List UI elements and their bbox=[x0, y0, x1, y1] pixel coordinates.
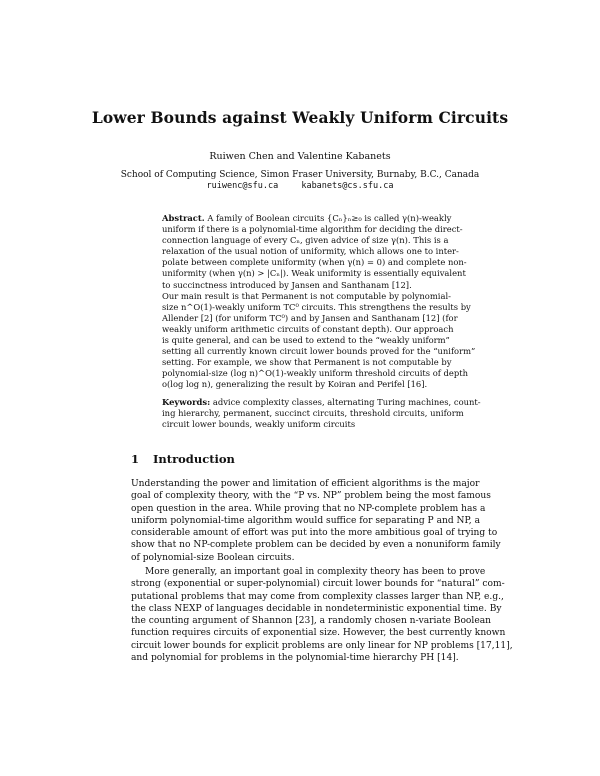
body-line: putational problems that may come from complexity classes larger than NP, e.g., bbox=[131, 591, 504, 602]
body-line: and polynomial for problems in the polynomial-time hierarchy PH [14]. bbox=[131, 653, 459, 664]
body-line: Understanding the power and limitation of efficient algorithms is the major bbox=[131, 479, 480, 489]
paragraph-1 bbox=[131, 478, 501, 564]
abstract-line: Allender [2] (for uniform TC⁰) and by Jansen and Santhanam [12] (for bbox=[162, 312, 458, 323]
abstract-line: relaxation of the usual notion of uniformity, which allows one to inter- bbox=[162, 246, 459, 257]
section-heading bbox=[131, 452, 235, 466]
body-line: the counting argument of Shannon [23], a randomly chosen n-variate Boolean bbox=[131, 616, 491, 627]
abstract-line: is quite general, and can be used to extend to the “weakly uniform” bbox=[162, 335, 450, 346]
body-line: show that no NP-complete problem can be decided by even a nonuniform family bbox=[131, 540, 501, 551]
abstract-line: size n^O(1)-weakly uniform TC⁰ circuits. This strengthens the results by bbox=[162, 301, 471, 312]
affiliation: School of Computing Science, Simon Fraser University, Burnaby, B.C., Canada bbox=[120, 170, 480, 180]
keywords-line: ing hierarchy, permanent, succinct circuits, threshold circuits, uniform bbox=[162, 408, 464, 419]
body-line: goal of complexity theory, with the “P vs. NP” problem being the most famous bbox=[131, 491, 491, 502]
abstract-line: Abstract. A family of Boolean circuits {Cₙ}ₙ≥₀ is called γ(n)-weakly bbox=[162, 213, 452, 223]
abstract-line: setting. For example, we show that Permanent is not computable by bbox=[162, 357, 452, 368]
abstract-line: to succinctness introduced by Jansen and Santhanam [12]. bbox=[162, 279, 412, 290]
body-line: open question in the area. While proving that no NP-complete problem has a bbox=[131, 503, 486, 514]
abstract-line: uniform if there is a polynomial-time algorithm for deciding the direct- bbox=[162, 224, 463, 235]
body-line: More generally, an important goal in complexity theory has been to prove bbox=[145, 567, 486, 577]
abstract-line: polate between complete uniformity (when γ(n) = 0) and complete non- bbox=[162, 257, 467, 268]
email-chen[interactable]: ruiwenc@sfu.ca bbox=[206, 181, 279, 191]
keywords-line: Keywords: advice complexity classes, alternating Turing machines, count- bbox=[162, 397, 481, 407]
email-kabanets[interactable]: kabanets@cs.sfu.ca bbox=[301, 181, 394, 191]
section-number: 1 bbox=[131, 452, 140, 466]
body-line: circuit lower bounds for explicit problems are only linear for NP problems [17,11], bbox=[131, 640, 513, 651]
abstract-line: polynomial-size (log n)^O(1)-weakly uniform threshold circuits of depth bbox=[162, 368, 468, 379]
email-list bbox=[0, 181, 600, 191]
keywords-line: circuit lower bounds, weakly uniform circuits bbox=[162, 419, 356, 430]
abstract-line: uniformity (when γ(n) > |Cₙ|). Weak uniformity is essentially equivalent bbox=[162, 268, 466, 279]
body-line: the class NEXP of languages decidable in nondeterministic exponential time. By bbox=[131, 603, 502, 614]
abstract-heading: Abstract. bbox=[162, 213, 205, 223]
body-line: of polynomial-size Boolean circuits. bbox=[131, 552, 295, 563]
paragraph-2 bbox=[131, 566, 513, 664]
body-line: strong (exponential or super-polynomial) circuit lower bounds for “natural” com- bbox=[131, 579, 505, 590]
keywords bbox=[162, 397, 481, 430]
abstract-line: setting all currently known circuit lower bounds proved for the “uniform” bbox=[162, 346, 476, 357]
keywords-heading: Keywords: bbox=[162, 397, 211, 407]
body-line: considerable amount of effort was put into the more ambitious goal of trying to bbox=[131, 528, 498, 539]
paper-title: Lower Bounds against Weakly Uniform Circuits bbox=[91, 108, 509, 127]
author-list: Ruiwen Chen and Valentine Kabanets bbox=[209, 151, 391, 162]
section-title: Introduction bbox=[153, 452, 235, 466]
body-line: function requires circuits of exponential size. However, the best currently known bbox=[131, 628, 506, 639]
abstract-line: connection language of every Cₙ, given advice of size γ(n). This is a bbox=[162, 235, 449, 246]
abstract-line: weakly uniform arithmetic circuits of constant depth). Our approach bbox=[162, 323, 454, 334]
body-line: uniform polynomial-time algorithm would suffice for separating P and NP, a bbox=[131, 515, 480, 526]
abstract-line: o(log log n), generalizing the result by Koiran and Perifel [16]. bbox=[162, 379, 428, 390]
abstract bbox=[162, 213, 476, 391]
abstract-line: Our main result is that Permanent is not computable by polynomial- bbox=[162, 290, 451, 301]
